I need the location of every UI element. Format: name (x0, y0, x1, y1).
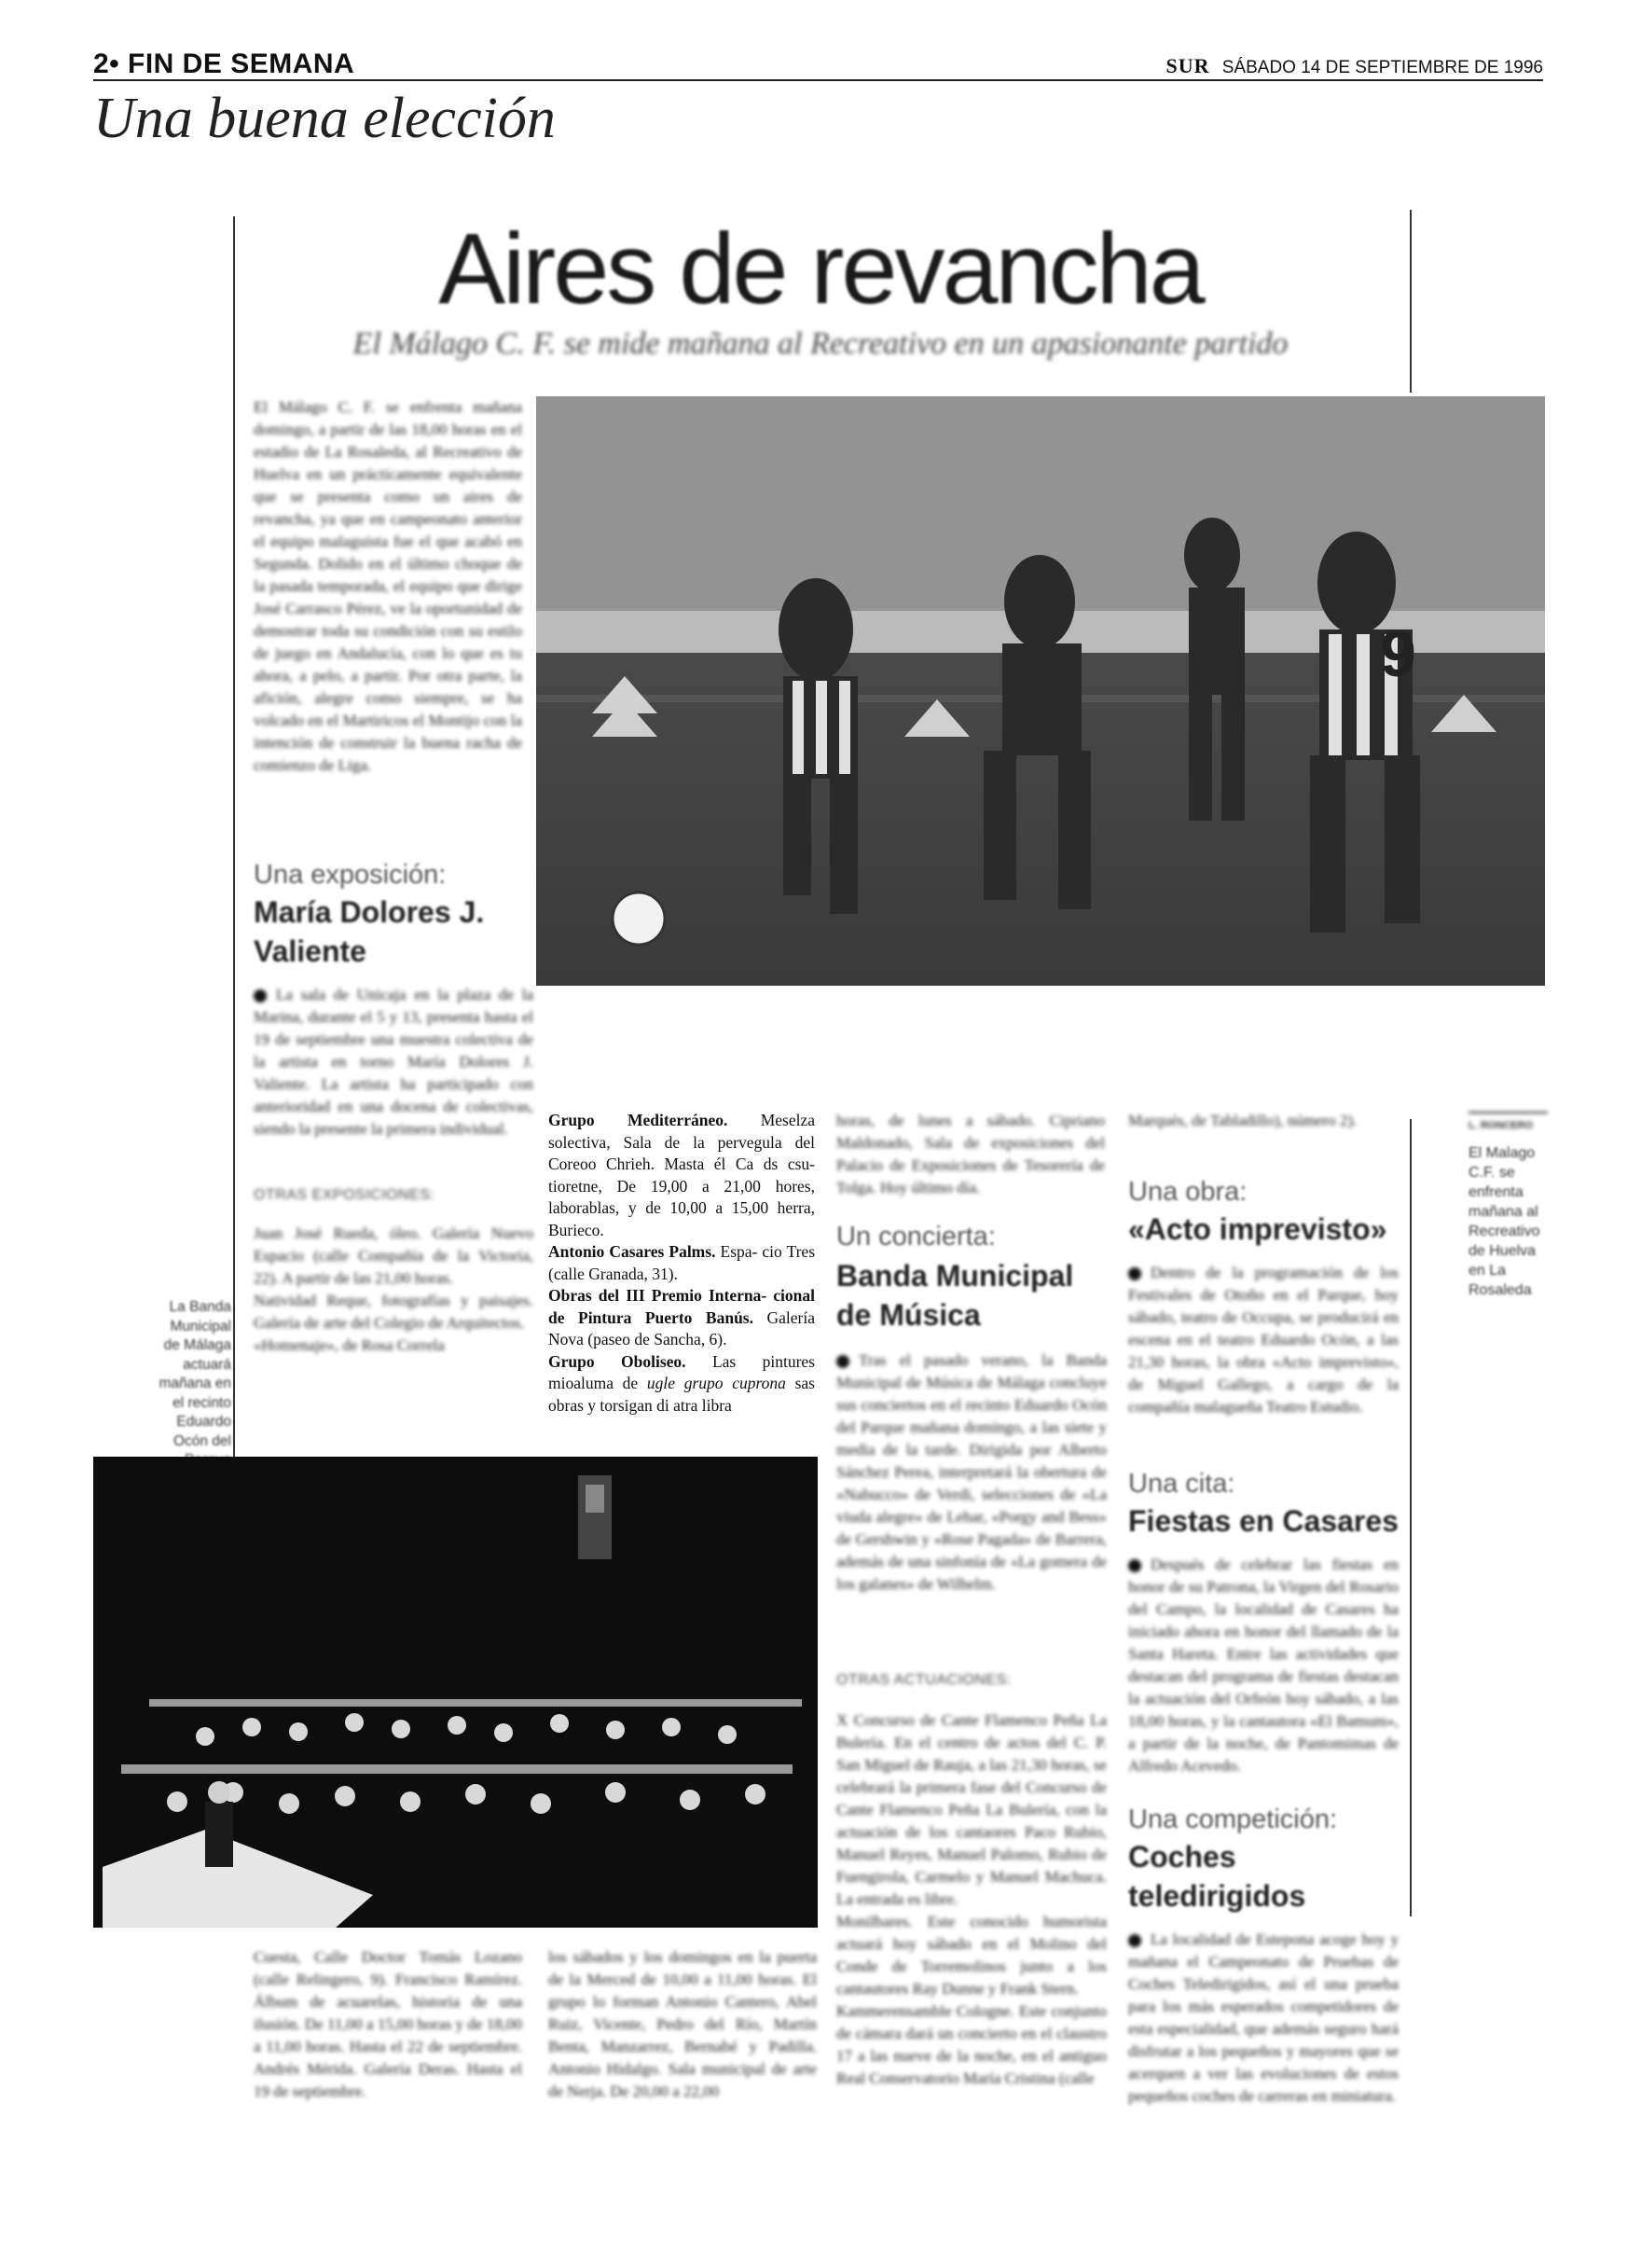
orchestra-photo (93, 1457, 818, 1928)
obra-text: Dentro de la programación de los Festivales de Otoño en el Parque, hoy sábado, teatro de Occupa, se producirá en escena en el teatro Eduardo Ocón, a las 21,30 horas, la obra «Acto imprevisto», de Miguel Gallego, a cargo de la compañía malagueña Teatro Estudio. (1128, 1264, 1399, 1416)
obra-section (1128, 1177, 1399, 1420)
galleries-column: Grupo Mediterráneo. Meselza solectiva, Sala de la pervegula del Coreoo Chrieh. Masta él Ca ds csu- tioretne, De 19,00 a 21,00 hores, laborablas, y de 10,00 a 15,00 herra, Burieco. Antonio Casares Palms. Espa- cio Tres (calle Granada, 31). Obras del III Premio Interna- cional de Pintura Puerto Banús. Galería Nova (paseo de Sancha, 6). Grupo Oboliseo. Las pintures mioaluma de ugle grupo cuprona sas obras y torsigan di atra libra (548, 1111, 816, 1415)
kicker-title: Una buena elección (93, 87, 556, 150)
subhead: El Málago C. F. se mide mañana al Recreativo en un apasionante partido (352, 326, 1289, 361)
cita-section (1128, 1469, 1399, 1777)
otras-expo-label: OTRAS EXPOSICIONES: (254, 1187, 435, 1203)
photo-credit: L. RONCERO (1469, 1112, 1548, 1136)
bullet-icon (1128, 1559, 1141, 1572)
expo-text: La sala de Unicaja en la plaza de la Marina, durante el 5 y 13, presenta hasta el 19 de septiembre una muestra colectiva de la artista en torno María Dolores J. Valiente. La artista ha participado con anterioridad en una docena de colectivas, siendo la presente la primera individual. (254, 986, 533, 1138)
football-photo (536, 396, 1545, 986)
bottom-col-1: Cuesta, Calle Doctor Tomás Lozano (calle Relingero, 9). Francisco Ramírez. Álbum de acuarelas, historia de una ilusión. De 11,00 a 15,00 horas y de 18,00 a 11,00 horas. Hasta el 22 de septiembre. Andrés Mérida. Galería Deras. Hasta el 19 de septiembre. (254, 1948, 522, 2100)
otras-act-label: OTRAS ACTUACIONES: (836, 1672, 1012, 1688)
expo-label: Una exposición: (254, 860, 447, 890)
bottom-col-2: los sábados y los domingos en la puerta de la Merced de 10,00 a 11,00 horas. El grupo lo forman Antonio Cantero, Abel Ruiz, Vicente, Pedro del Río, Martín Benta, Manzarrez, Bernabé y Padilla. Antonio Hidalgo. Sala municipal de arte de Nerja. De 20,00 a 22,00 (548, 1948, 817, 2100)
cita-text: Después de celebrar las fiestas en honor de su Patrona, la Virgen del Rosario del Campo, la localidad de Casares ha iniciado ahora en honor del llamado de la Santa Hareta. Entre las actividades que destacan del programa de fiestas destacan la actuación del Orfeón hoy sábado, a las 18,00 horas, y la cantautora «El Bamum», a partir de la noche, de Pantomimas de Alfredo Acevedo. (1128, 1556, 1399, 1775)
photo-caption-text: El Malago C.F. se enfrenta mañana al Recreativo de Huelva en La Rosaleda (1469, 1145, 1540, 1298)
gallery-4-name: Grupo Oboliseo. (548, 1351, 686, 1371)
photo-caption-left: La Banda Municipal de Málaga actuará mañana en el recinto Eduardo Ocón del (159, 1299, 231, 1449)
orchestra-photo-illustration (93, 1457, 818, 1928)
masthead (1165, 54, 1543, 78)
intro-text: El Málago C. F. se enfrenta mañana domingo, a partir de las 18,00 horas en el estadio de La Rosaleda, al Recreativo de Huelva en un prácticamente equivalente que se presenta como un aires de revancha, ya que en campeonato anterior el equipo malaguista fue el que acabó en Segunda. Dolido en el último choque de la pasada temporada, el equipo que dirige José Carrasco Pérez, ve la oportunidad de demostrar toda su condición con su estilo de juego en Andalucía, con lo que es tu ahora, a pelo, a partir. Por otra parte, la afición, alegre como siempre, se ha volcado en el Martiricos el Montijo con la intención de construir la buena racha de comienzo de Liga. (254, 398, 522, 774)
cita-title: Fiestas en Casares (1128, 1504, 1399, 1538)
gallery-1-name: Grupo Mediterráneo. (548, 1111, 728, 1129)
paper-date: SÁBADO 14 DE SEPTIEMBRE DE 1996 (1221, 58, 1543, 77)
gallery-2-name: Antonio Casares Palms. (548, 1242, 716, 1261)
bullet-icon (1128, 1934, 1141, 1947)
otras-expo-text: Juan José Rueda, óleo. Galería Nuevo Espacio (calle Compañía de la Victoria, 22). A partir de las 21,00 horas. Natividad Reque, fotografías y paisajes. Galería de arte del Colegio de Arquitectos. «Homenaje», de Rosa Correla (254, 1224, 533, 1354)
bullet-icon (254, 989, 267, 1003)
photo-caption-right (1469, 1112, 1548, 1300)
competicion-text: La localidad de Estepona acoge hoy y mañana el Campeonato de Pruebas de Coches Teledirigidos, así el una prueba para los más esperados competidores de esta especialidad, que además seguro hará disfrutar a los pequeños y mayores que se acerquen a ver las evoluciones de estos pequeños coches de carreras en miniatura. (1128, 1930, 1399, 2105)
concierto-label: Un concierta: (836, 1222, 996, 1252)
competicion-label: Una competición: (1128, 1805, 1338, 1834)
bullet-icon (836, 1355, 849, 1368)
obra-title: «Acto imprevisto» (1128, 1212, 1387, 1246)
frame-right-line-top (1410, 210, 1412, 393)
concierto-title: Banda Municipal de Música (836, 1259, 1074, 1332)
bullet-icon (1128, 1267, 1141, 1280)
football-photo-illustration (536, 396, 1545, 986)
expo-section (254, 860, 533, 1357)
paper-name: SUR (1165, 54, 1210, 77)
competicion-title: Coches teledirigidos (1128, 1840, 1306, 1913)
concierto-section (836, 1222, 1107, 2185)
svg-text:9: 9 (1380, 617, 1416, 690)
gallery-3-name: Obras del III Premio Interna- cional de Pintura Puerto Banús. (548, 1286, 815, 1327)
otras-act-text: X Concurso de Cante Flamenco Peña La Bulería. En el centro de actos del C. P. San Miguel de Rauja, a las 21,30 horas, se celebrará la primera fase del Concurso de Cante Flamenco Peña La Bulería, con la actuación de los cantaores Paco Rubio, Manuel Reyes, Manuel Palomo, Rubio de Fuengirola, Carmelo y Manuel Machuca. La entrada es libre. Monilbares. Este conocido humorista actuará hoy sábado en el Molino del Conde de Torremolinos junto a los cantautores Ray Dunne y Frank Stern. Kammerensamble Cologne. Este conjunto de cámara dará un concierto en el claustro 17 a las nueve de la noche, en el antiguo Real Conservatorio María Cristina (calle (836, 1711, 1107, 2087)
header-rule (93, 79, 1543, 81)
expo-title: María Dolores J. Valiente (254, 895, 485, 968)
competicion-section (1128, 1805, 1399, 2152)
col4-top-text: Marqués, de Tabladillo), número 2). (1128, 1112, 1358, 1129)
obra-label: Una obra: (1128, 1177, 1248, 1207)
headline: Aires de revancha (438, 212, 1203, 325)
frame-right-line-bottom (1410, 1119, 1412, 1916)
col3-top-text: horas, de lunes a sábado. Cipriano Maldonado, Sala de exposiciones del Palacio de Exposiciones de Tesorería de Tolga. Hoy último día. (836, 1112, 1105, 1196)
section-heading: 2• FIN DE SEMANA (93, 48, 355, 79)
concierto-text: Tras el pasado verano, la Banda Municipal de Música de Málaga concluye sus conciertos en el recinto Eduardo Ocón del Parque mañana domingo, a las siete y media de la tarde. Dirigida por Alberto Sánchez Perea, interpretará la obertura de «Nabucco» de Verdi, selecciones de «La viuda alegre» de Lehar, «Porgy and Bess» de Gershwin y «Rose Pagada» de Barrera, además de una sinfonía de «La gomera de los galanes» de Wilhelm. (836, 1351, 1107, 1593)
cita-label: Una cita: (1128, 1469, 1235, 1499)
